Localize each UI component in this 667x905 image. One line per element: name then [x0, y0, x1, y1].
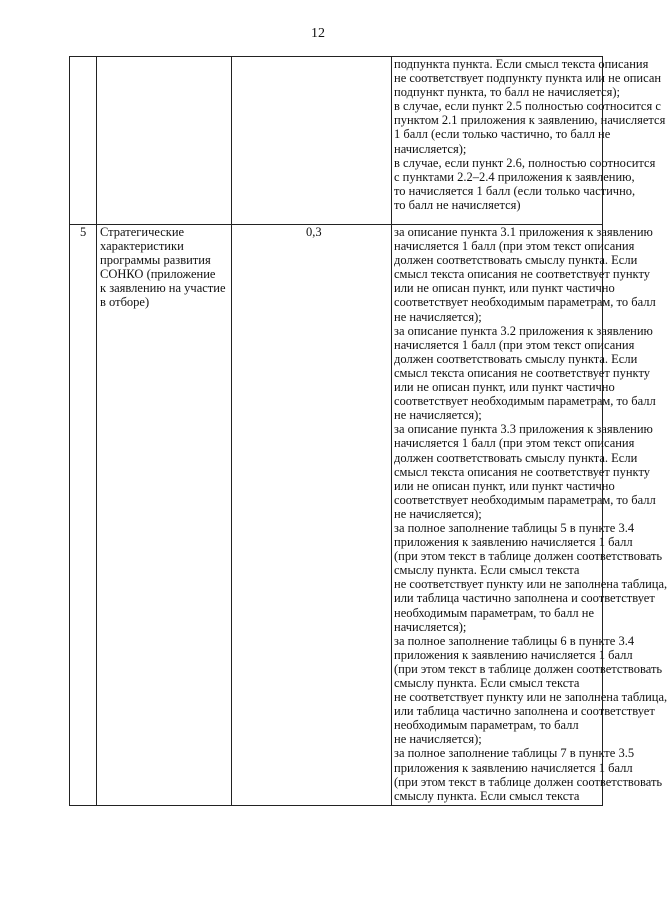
description-line: (при этом текст в таблице должен соответствовать [394, 774, 663, 789]
description-line: смысл текста описания не соответствует пункту [394, 267, 650, 282]
criterion-line: программы развития [100, 253, 211, 268]
row-number-cell: 5 [70, 225, 97, 806]
description-line: необходимым параметрам, то балл [394, 718, 579, 733]
description-line: за описание пункта 3.2 приложения к заявлению [394, 323, 653, 338]
description-line: начисляется 1 балл (при этом текст описания [394, 436, 635, 451]
table-row [70, 225, 603, 806]
description-line: должен соответствовать смыслу пункта. Если [394, 351, 638, 366]
criterion-cell [97, 225, 232, 806]
description-line: должен соответствовать смыслу пункта. Если [394, 450, 638, 465]
description-line: за полное заполнение таблицы 5 в пункте 3.4 [394, 520, 635, 535]
description-line: в случае, если пункт 2.6, полностью соотносится [394, 155, 656, 170]
description-line: или таблица частично заполнена и соответствует [394, 591, 655, 606]
page-number: 12 [311, 26, 325, 41]
description-line: смыслу пункта. Если смысл текста [394, 563, 580, 578]
description-line: подпункт пункта, то балл не начисляется); [394, 85, 621, 100]
description-line: смысл текста описания не соответствует пункту [394, 464, 650, 479]
description-line: приложения к заявлению начисляется 1 балл [394, 535, 633, 550]
description-line: то начисляется 1 балл (если только частично, [394, 183, 636, 198]
description-line: не начисляется); [394, 732, 482, 747]
criterion-line: к заявлению на участие [100, 281, 226, 296]
description-line: за описание пункта 3.1 приложения к заявлению [394, 225, 653, 239]
row-number-cell [70, 57, 97, 225]
description-line: (при этом текст в таблице должен соответствовать [394, 549, 663, 564]
description-line: не начисляется); [394, 506, 482, 521]
description-line: смыслу пункта. Если смысл текста [394, 676, 580, 690]
description-line: начисляется); [394, 141, 467, 156]
description-line: соответствует необходимым параметрам, то балл [394, 295, 656, 310]
description-line: не начисляется); [394, 309, 482, 324]
description-line: или таблица частично заполнена и соответствует [394, 704, 655, 719]
description-line: (при этом текст в таблице должен соответствовать [394, 661, 663, 676]
weight-cell [232, 57, 392, 225]
description-line: то балл не начисляется) [394, 197, 521, 212]
description-line: начисляется 1 балл (при этом текст описания [394, 239, 635, 254]
description-line: или не описан пункт, или пункт частично [394, 380, 615, 395]
description-line: соответствует необходимым параметрам, то балл [394, 394, 656, 409]
description-line: или не описан пункт, или пункт частично [394, 478, 615, 493]
description-line: не соответствует пункту или не заполнена таблица, [394, 690, 667, 705]
criterion-line: Стратегические [100, 225, 185, 239]
criterion-line: характеристики [100, 239, 184, 254]
description-line: подпункта пункта. Если смысл текста описания [394, 57, 649, 71]
description-cell [392, 57, 666, 225]
description-line: начисляется); [394, 619, 467, 634]
description-line: не соответствует пункту или не заполнена таблица, [394, 577, 667, 592]
table-row [70, 57, 603, 225]
criteria-table [69, 56, 667, 806]
description-line: с пунктами 2.2–2.4 приложения к заявлению, [394, 169, 635, 184]
criterion-line: СОНКО (приложение [100, 267, 216, 282]
description-line: или не описан пункт, или пункт частично [394, 281, 615, 296]
criteria-table-body [70, 57, 667, 806]
description-line: не начисляется); [394, 408, 482, 423]
description-line: за полное заполнение таблицы 7 в пункте 3.5 [394, 746, 635, 761]
description-line: начисляется 1 балл (при этом текст описания [394, 337, 635, 352]
description-line: приложения к заявлению начисляется 1 балл [394, 647, 633, 662]
description-line: за полное заполнение таблицы 6 в пункте 3.4 [394, 633, 635, 648]
description-line: пунктом 2.1 приложения к заявлению, начисляется [394, 113, 666, 128]
description-line: соответствует необходимым параметрам, то балл [394, 492, 656, 507]
weight-cell: 0,3 [232, 225, 392, 806]
description-line: необходимым параметрам, то балл не [394, 605, 595, 620]
criterion-line: в отборе) [100, 295, 150, 310]
description-cell [392, 225, 667, 806]
description-line: смысл текста описания не соответствует пункту [394, 365, 650, 380]
description-line: в случае, если пункт 2.5 полностью соотносится с [394, 99, 661, 114]
description-line: не соответствует подпункту пункта или не описан [394, 71, 662, 86]
description-line: за описание пункта 3.3 приложения к заявлению [394, 422, 653, 437]
description-line: должен соответствовать смыслу пункта. Если [394, 253, 638, 268]
description-line: смыслу пункта. Если смысл текста [394, 788, 580, 803]
description-line: приложения к заявлению начисляется 1 балл [394, 760, 633, 775]
description-line: 1 балл (если только частично, то балл не [394, 127, 611, 142]
criterion-cell [97, 57, 232, 225]
